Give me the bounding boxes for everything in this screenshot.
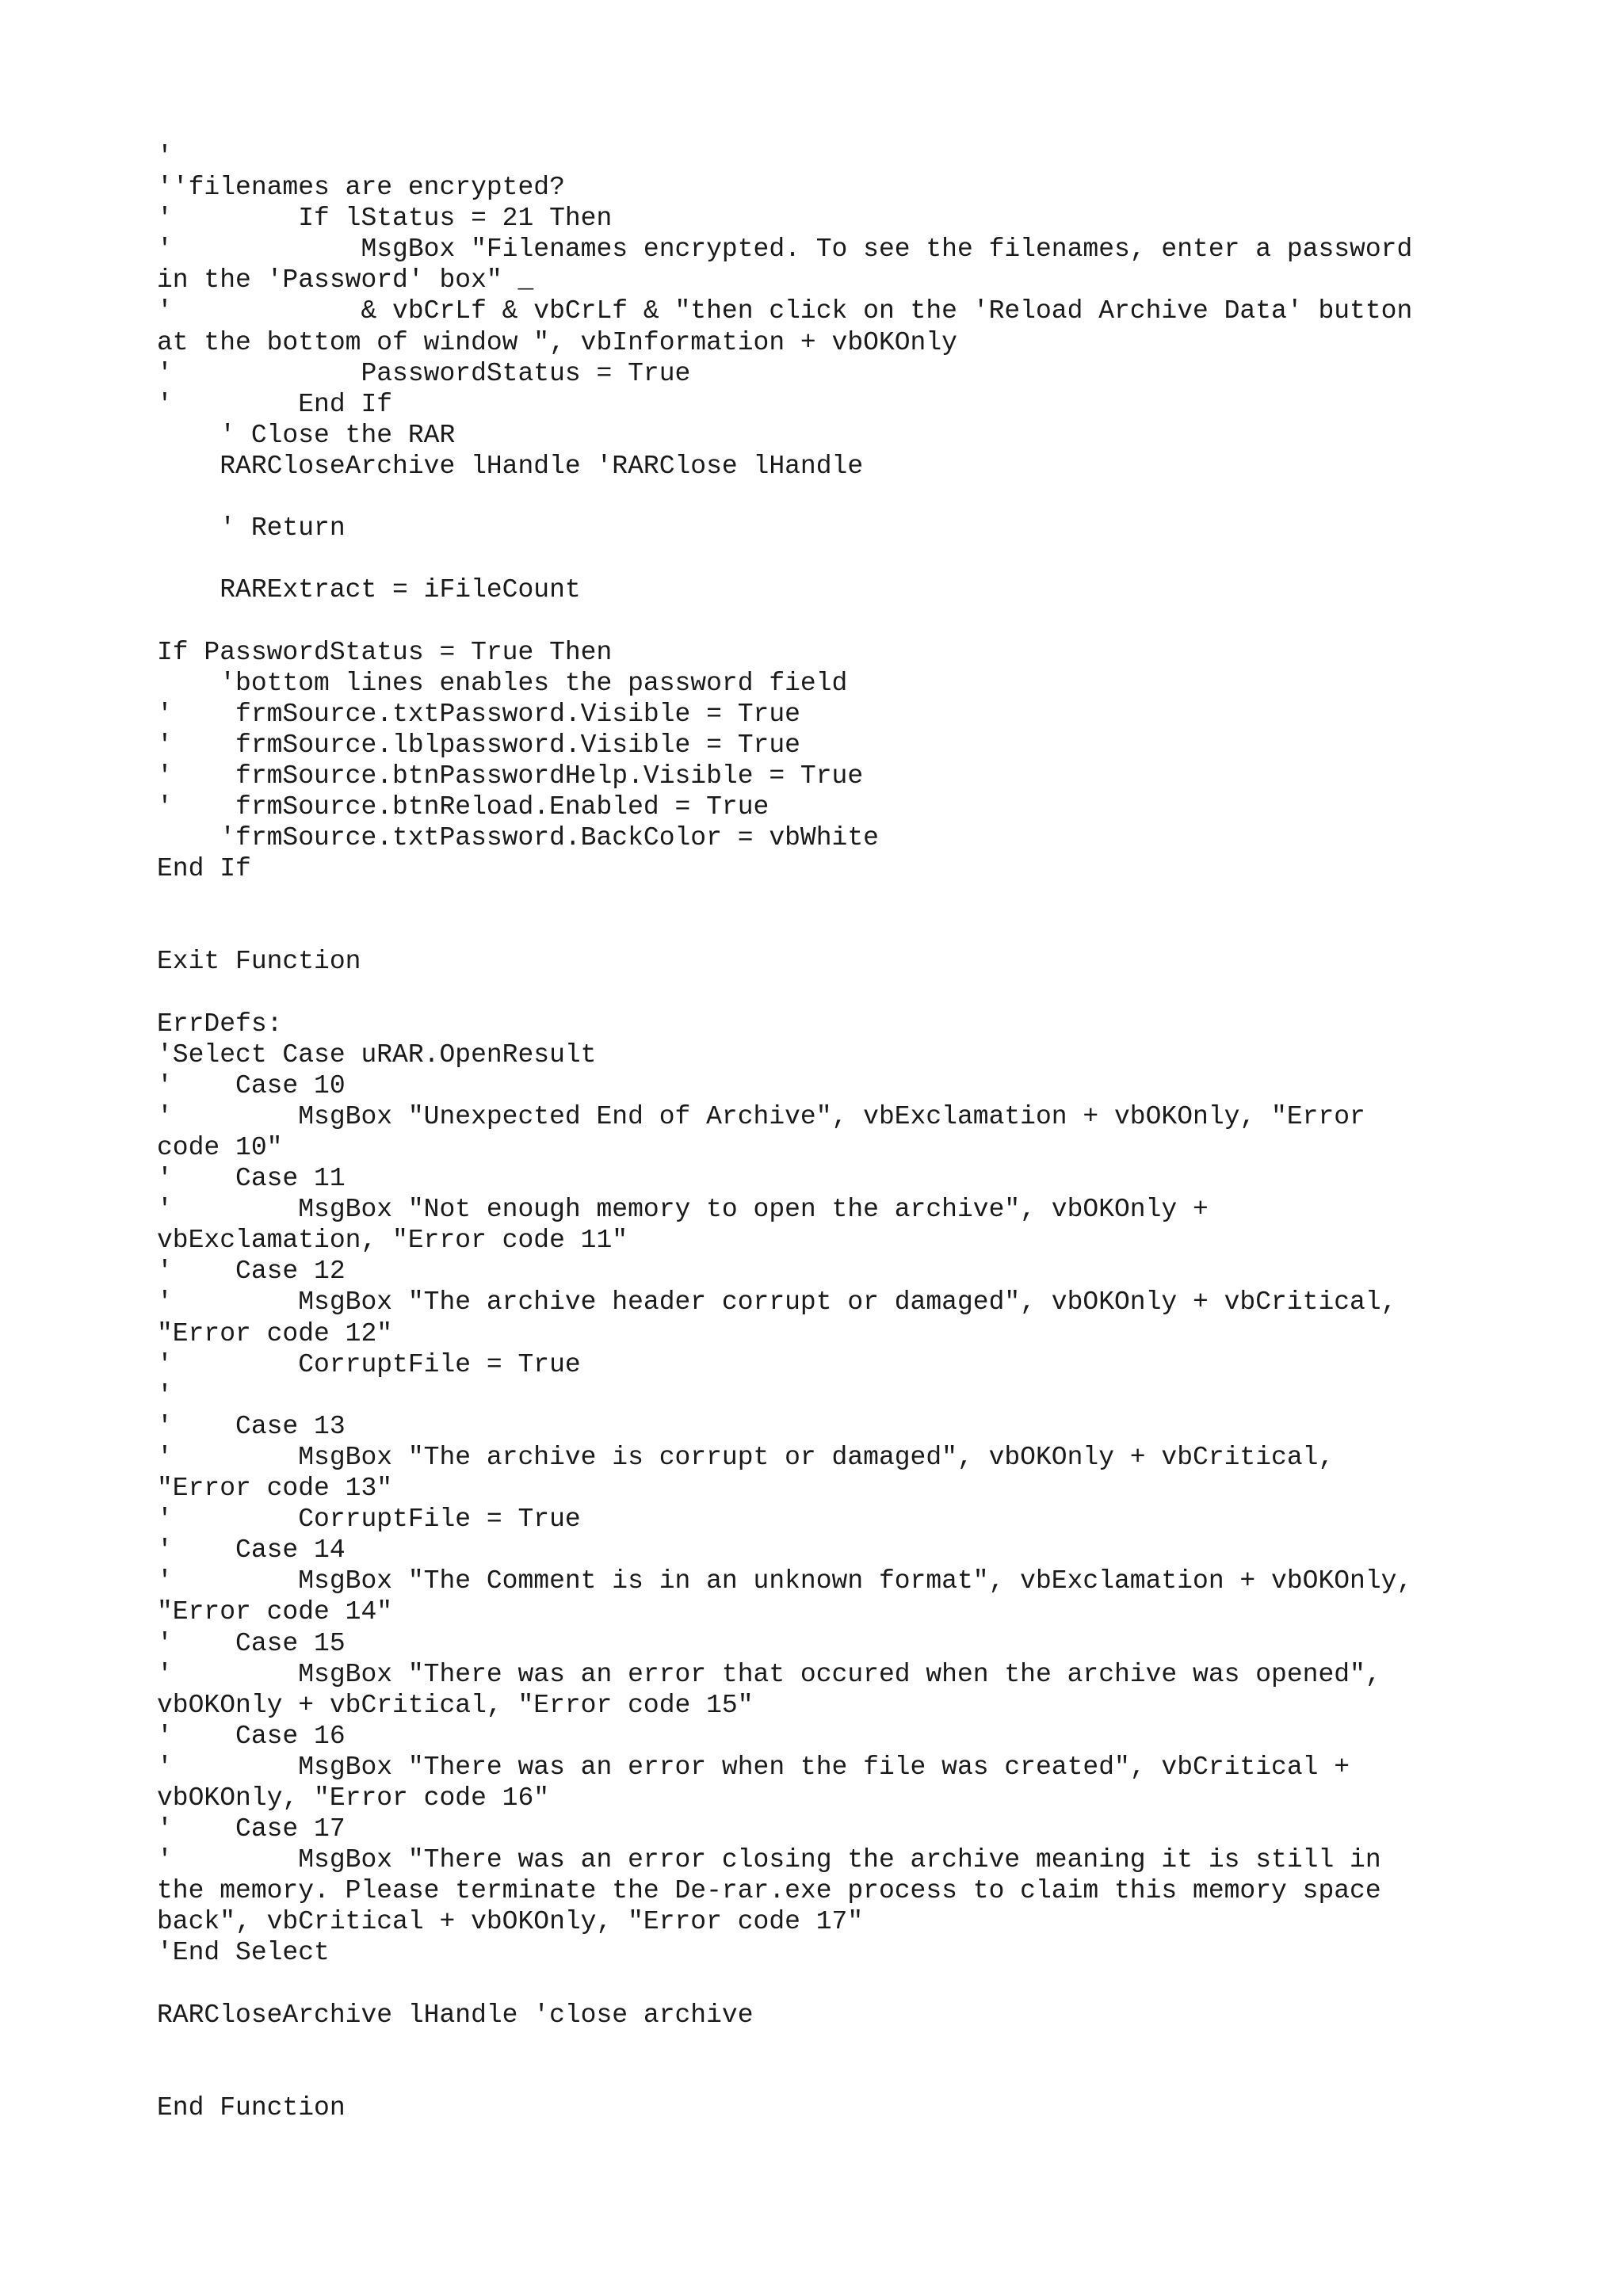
code-line: 'bottom lines enables the password field [157, 668, 848, 698]
code-line: the memory. Please terminate the De-rar.exe process to claim this memory space [157, 1876, 1381, 1906]
code-line [157, 605, 1552, 636]
code-line: ' Return [157, 513, 346, 543]
code-line: ' frmSource.btnPasswordHelp.Visible = True [157, 761, 864, 791]
code-line: ' PasswordStatus = True [157, 358, 691, 388]
code-line: ' [157, 1380, 173, 1410]
code-line: ' CorruptFile = True [157, 1349, 581, 1379]
code-line: ' MsgBox "There was an error closing the archive meaning it is still in [157, 1845, 1381, 1875]
code-line: "Error code 13" [157, 1474, 393, 1504]
code-line: ' MsgBox "There was an error when the file was created", vbCritical + [157, 1752, 1350, 1782]
code-line: ' MsgBox "Unexpected End of Archive", vbExclamation + vbOKOnly, "Error [157, 1101, 1365, 1131]
code-line: code 10" [157, 1133, 283, 1162]
code-line: back", vbCritical + vbOKOnly, "Error code 17" [157, 1907, 864, 1937]
code-line: ' If lStatus = 21 Then [157, 204, 613, 234]
code-line: Exit Function [157, 947, 361, 977]
code-line: ErrDefs: [157, 1009, 283, 1039]
code-line: vbOKOnly, "Error code 16" [157, 1783, 550, 1813]
code-line: ' CorruptFile = True [157, 1505, 581, 1535]
code-line: ' & vbCrLf & vbCrLf & "then click on the 'Reload Archive Data' button [157, 296, 1413, 326]
code-line: "Error code 12" [157, 1318, 393, 1348]
code-line [157, 2031, 1552, 2061]
code-line: ' End If [157, 389, 393, 419]
code-line: in the 'Password' box" _ [157, 265, 534, 296]
code-line: "Error code 14" [157, 1597, 393, 1627]
code-line: ' MsgBox "There was an error that occured when the archive was opened", [157, 1659, 1381, 1689]
code-line: ' MsgBox "The archive is corrupt or damaged", vbOKOnly + vbCritical, [157, 1442, 1335, 1472]
code-line [157, 2061, 1552, 2092]
code-line [157, 543, 1552, 574]
code-line: ' MsgBox "Not enough memory to open the archive", vbOKOnly + [157, 1195, 1209, 1225]
code-line [157, 884, 1552, 915]
code-line: ''filenames are encrypted? [157, 173, 565, 203]
code-line: RARExtract = iFileCount [157, 575, 581, 605]
code-line [157, 1969, 1552, 2000]
code-line: ' Case 16 [157, 1721, 346, 1751]
code-line: ' Close the RAR [157, 420, 456, 450]
code-line: ' Case 15 [157, 1628, 346, 1658]
code-line: at the bottom of window ", vbInformation + vbOKOnly [157, 327, 957, 357]
code-line: ' frmSource.txtPassword.Visible = True [157, 699, 800, 729]
code-line: ' MsgBox "The Comment is in an unknown format", vbExclamation + vbOKOnly, [157, 1566, 1413, 1596]
code-line: ' Case 13 [157, 1411, 346, 1441]
code-line: 'frmSource.txtPassword.BackColor = vbWhite [157, 823, 879, 853]
code-line [157, 978, 1552, 1009]
code-line: 'End Select [157, 1938, 330, 1968]
code-line: ' Case 14 [157, 1535, 346, 1566]
code-line: ' frmSource.btnReload.Enabled = True [157, 791, 769, 822]
code-line: ' Case 10 [157, 1070, 346, 1100]
code-line: End If [157, 854, 251, 884]
code-line: ' MsgBox "The archive header corrupt or damaged", vbOKOnly + vbCritical, [157, 1287, 1397, 1318]
code-line [157, 482, 1552, 513]
code-line: If PasswordStatus = True Then [157, 637, 613, 667]
code-line: ' Case 11 [157, 1164, 346, 1194]
code-line: ' Case 17 [157, 1814, 346, 1844]
code-line: ' Case 12 [157, 1257, 346, 1287]
code-line: vbExclamation, "Error code 11" [157, 1226, 628, 1256]
code-line: ' [157, 142, 173, 171]
code-line: RARCloseArchive lHandle 'close archive [157, 2000, 754, 2030]
code-line: 'Select Case uRAR.OpenResult [157, 1039, 597, 1070]
code-line [157, 915, 1552, 946]
code-line: ' frmSource.lblpassword.Visible = True [157, 730, 800, 760]
code-listing [157, 141, 1552, 2123]
code-line: ' MsgBox "Filenames encrypted. To see the filenames, enter a password [157, 235, 1413, 265]
code-line: End Function [157, 2092, 346, 2122]
code-line: RARCloseArchive lHandle 'RARClose lHandle [157, 451, 864, 481]
code-line: vbOKOnly + vbCritical, "Error code 15" [157, 1690, 754, 1720]
